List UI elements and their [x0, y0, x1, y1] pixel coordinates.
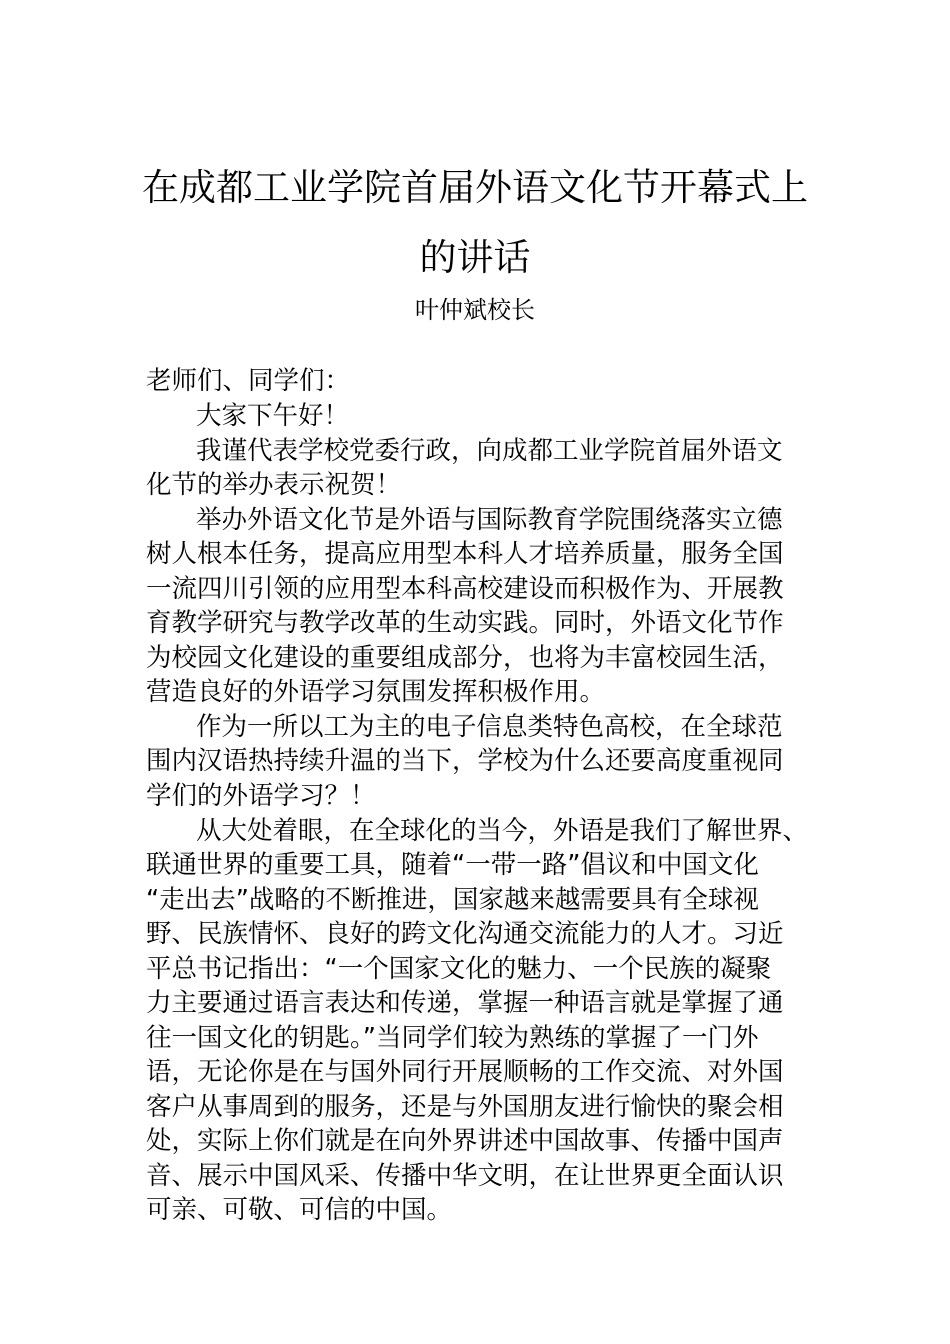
paragraph-line: 联通世界的重要工具，随着“一带一路”倡议和中国文化: [146, 850, 759, 880]
title-line-1: 在成都工业学院首届外语文化节开幕式上: [142, 166, 808, 209]
paragraph-line: 举办外语文化节是外语与国际教育学院围绕落实立德: [196, 505, 783, 535]
paragraph-line: 野、民族情怀、良好的跨文化沟通交流能力的人才。习近: [146, 919, 784, 949]
paragraph-line: 可亲、可敬、可信的中国。: [146, 1195, 453, 1225]
paragraph-line: 平总书记指出：“一个国家文化的魅力、一个民族的凝聚: [146, 954, 772, 984]
paragraph-line: 一流四川引领的应用型本科高校建设而积极作为、开展教: [146, 574, 784, 604]
paragraph-line: 语，无论你是在与国外同行开展顺畅的工作交流、对外国: [146, 1057, 784, 1087]
author-byline: 叶仲斌校长: [415, 296, 535, 324]
paragraph-line: 客户从事周到的服务，还是与外国朋友进行愉快的聚会相: [146, 1092, 784, 1122]
paragraph-line: 音、展示中国风采、传播中华文明，在让世界更全面认识: [146, 1161, 784, 1191]
paragraph-line: 树人根本任务，提高应用型本科人才培养质量，服务全国: [146, 539, 784, 569]
salutation: 老师们、同学们：: [146, 366, 351, 396]
paragraph-line: 从大处着眼，在全球化的当今，外语是我们了解世界、: [196, 816, 809, 846]
title-line-2: 的讲话: [419, 236, 531, 279]
paragraph-line: 大家下午好！: [196, 401, 350, 431]
paragraph-line: 处，实际上你们就是在向外界讲述中国故事、传播中国声: [146, 1126, 784, 1156]
paragraph-line: 我谨代表学校党委行政，向成都工业学院首届外语文: [196, 436, 783, 466]
paragraph-line: “走出去”战略的不断推进，国家越来越需要具有全球视: [146, 885, 759, 915]
paragraph-line: 围内汉语热持续升温的当下，学校为什么还要高度重视同: [146, 746, 784, 776]
paragraph-line: 为校园文化建设的重要组成部分，也将为丰富校园生活，: [146, 643, 784, 673]
paragraph-line: 往一国文化的钥匙。”当同学们较为熟练的掌握了一门外: [146, 1023, 759, 1053]
paragraph-line: 学们的外语学习？！: [146, 781, 376, 811]
paragraph-line: 营造良好的外语学习氛围发挥积极作用。: [146, 677, 606, 707]
paragraph-line: 育教学研究与教学改革的生动实践。同时，外语文化节作: [146, 608, 784, 638]
paragraph-line: 作为一所以工为主的电子信息类特色高校，在全球范: [196, 712, 783, 742]
paragraph-line: 力主要通过语言表达和传递，掌握一种语言就是掌握了通: [146, 988, 784, 1018]
paragraph-line: 化节的举办表示祝贺！: [146, 470, 402, 500]
